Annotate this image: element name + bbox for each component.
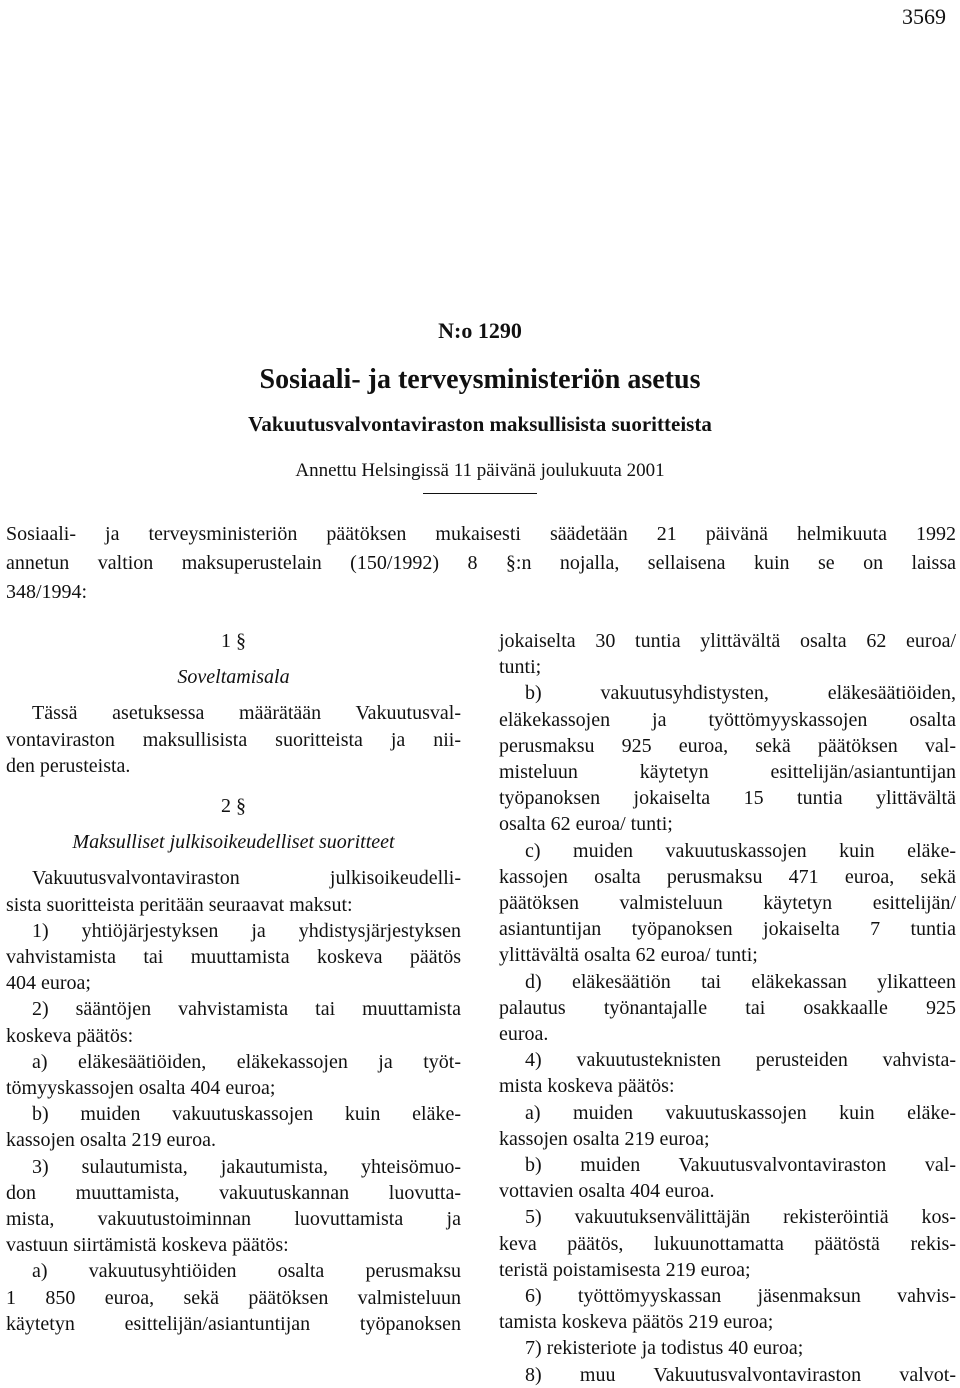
section-2-line: b) muiden vakuutuskassojen kuin eläke- <box>32 1103 461 1126</box>
section-2-line: kassojen osalta 219 euroa; <box>499 1127 710 1150</box>
page-number: 3569 <box>902 4 946 29</box>
section-2-line: sista suoritteista peritään seuraavat maksut: <box>6 893 353 916</box>
section-2-line: palautus työnantajalle tai osakkaalle 925 <box>499 996 956 1019</box>
preamble-line: annetun valtion maksuperustelain (150/1992) 8 §:n nojalla, sellaisena kuin se on laissa <box>6 552 956 574</box>
section-2-line: keva päätös, lukuunottamatta päätöstä rekis- <box>499 1232 956 1255</box>
section-1-line: Tässä asetuksessa määrätään Vakuutusval- <box>32 702 461 725</box>
document-number: N:o 1290 <box>438 318 522 343</box>
section-2-line: tunti; <box>499 656 542 679</box>
section-2-line: käytetyn esittelijän/asiantuntijan työpanoksen <box>6 1312 461 1335</box>
preamble <box>6 520 956 607</box>
section-2-line: 3) sulautumista, jakautumista, yhteisömuo- <box>32 1155 461 1178</box>
section-2-line: asiantuntijan työpanoksen jokaiselta 7 tuntia <box>499 918 956 941</box>
section-2-line: a) muiden vakuutuskassojen kuin eläke- <box>525 1101 956 1124</box>
section-1-line: den perusteista. <box>6 754 131 777</box>
section-2-line: työpanoksen jokaiselta 15 tuntia ylittävältä <box>499 787 956 810</box>
section-2-line: Vakuutusvalvontaviraston julkisoikeudelli- <box>32 867 461 890</box>
section-2-line: ylittävältä osalta 62 euroa/ tunti; <box>499 944 758 967</box>
section-2-line: mista koskeva päätös: <box>499 1075 675 1098</box>
section-2-line: perusmaksu 925 euroa, sekä päätöksen val- <box>499 734 956 757</box>
section-2-line: a) vakuutusyhtiöiden osalta perusmaksu <box>32 1260 461 1283</box>
section-2-line: 2) sääntöjen vahvistamista tai muuttamista <box>32 998 461 1021</box>
title-divider <box>423 493 537 494</box>
given-date: Annettu Helsingissä 11 päivänä joulukuuta 2001 <box>295 460 665 481</box>
section-2-line: 8) muu Vakuutusvalvontaviraston valvot- <box>525 1363 956 1386</box>
section-1-heading: Soveltamisala <box>177 666 290 689</box>
section-2-line: kassojen osalta 219 euroa. <box>6 1129 216 1152</box>
section-2-line: vastuun siirtämistä koskeva päätös: <box>6 1234 289 1257</box>
section-2-line: vahvistamista tai muuttamista koskeva päätös <box>6 946 461 969</box>
section-2-line: 5) vakuutuksenvälittäjän rekisteröintiä kos- <box>525 1206 956 1229</box>
section-2-line: b) vakuutusyhdistysten, eläkesäätiöiden, <box>525 682 956 705</box>
left-column <box>6 628 461 1337</box>
section-2-line: mista, vakuutustoiminnan luovuttamista ja <box>6 1208 461 1231</box>
section-2-line: vottavien osalta 404 euroa. <box>499 1180 715 1203</box>
section-1-number: 1 § <box>221 630 246 652</box>
section-2-heading: Maksulliset julkisoikeudelliset suoritteet <box>72 831 395 854</box>
section-2-line: teristä poistamisesta 219 euroa; <box>499 1258 751 1281</box>
section-2-line: 7) rekisteriote ja todistus 40 euroa; <box>525 1337 804 1360</box>
section-2-line: 1 850 euroa, sekä päätöksen valmisteluun <box>6 1286 461 1309</box>
section-2-line: 1) yhtiöjärjestyksen ja yhdistysjärjestyksen <box>32 919 461 942</box>
document-subtitle: Vakuutusvalvontaviraston maksullisista suoritteista <box>248 412 712 436</box>
section-2-line: eläkekassojen ja työttömyyskassojen osalta <box>499 708 956 731</box>
section-2-line: jokaiselta 30 tuntia ylittävältä osalta 62 euroa/ <box>499 630 956 652</box>
section-2-line: tömyyskassojen osalta 404 euroa; <box>6 1077 276 1100</box>
right-column <box>499 628 956 1388</box>
section-2-line: osalta 62 euroa/ tunti; <box>499 813 673 836</box>
section-2-line: tamista koskeva päätös 219 euroa; <box>499 1311 774 1334</box>
section-2-line: päätöksen valmisteluun käytetyn esittelijän/ <box>499 892 956 915</box>
section-2-line: 404 euroa; <box>6 972 91 995</box>
section-2-line: koskeva päätös: <box>6 1024 134 1047</box>
section-2-line: 6) työttömyyskassan jäsenmaksun vahvis- <box>525 1285 956 1308</box>
section-2-number: 2 § <box>221 795 246 818</box>
section-2-line: d) eläkesäätiön tai eläkekassan ylikatteen <box>525 970 956 993</box>
preamble-line: Sosiaali- ja terveysministeriön päätöksen mukaisesti säädetään 21 päivänä helmikuuta 1992 <box>6 523 956 545</box>
section-2-line: 4) vakuutusteknisten perusteiden vahvista- <box>525 1049 956 1072</box>
section-2-line: b) muiden Vakuutusvalvontaviraston val- <box>525 1154 956 1177</box>
section-2-line: don muuttamista, vakuutuskannan luovutta- <box>6 1181 461 1204</box>
section-2-line: a) eläkesäätiöiden, eläkekassojen ja työt- <box>32 1050 461 1073</box>
section-2-line: euroa. <box>499 1023 549 1046</box>
section-2-line: misteluun käytetyn esittelijän/asiantuntijan <box>499 761 956 784</box>
document-title: Sosiaali- ja terveysministeriön asetus <box>259 364 701 395</box>
section-2-line: kassojen osalta perusmaksu 471 euroa, sekä <box>499 865 956 888</box>
section-2-line: c) muiden vakuutuskassojen kuin eläke- <box>525 839 956 862</box>
section-1-line: vontaviraston maksullisista suoritteista ja nii- <box>6 728 461 751</box>
preamble-line: 348/1994: <box>6 581 88 603</box>
